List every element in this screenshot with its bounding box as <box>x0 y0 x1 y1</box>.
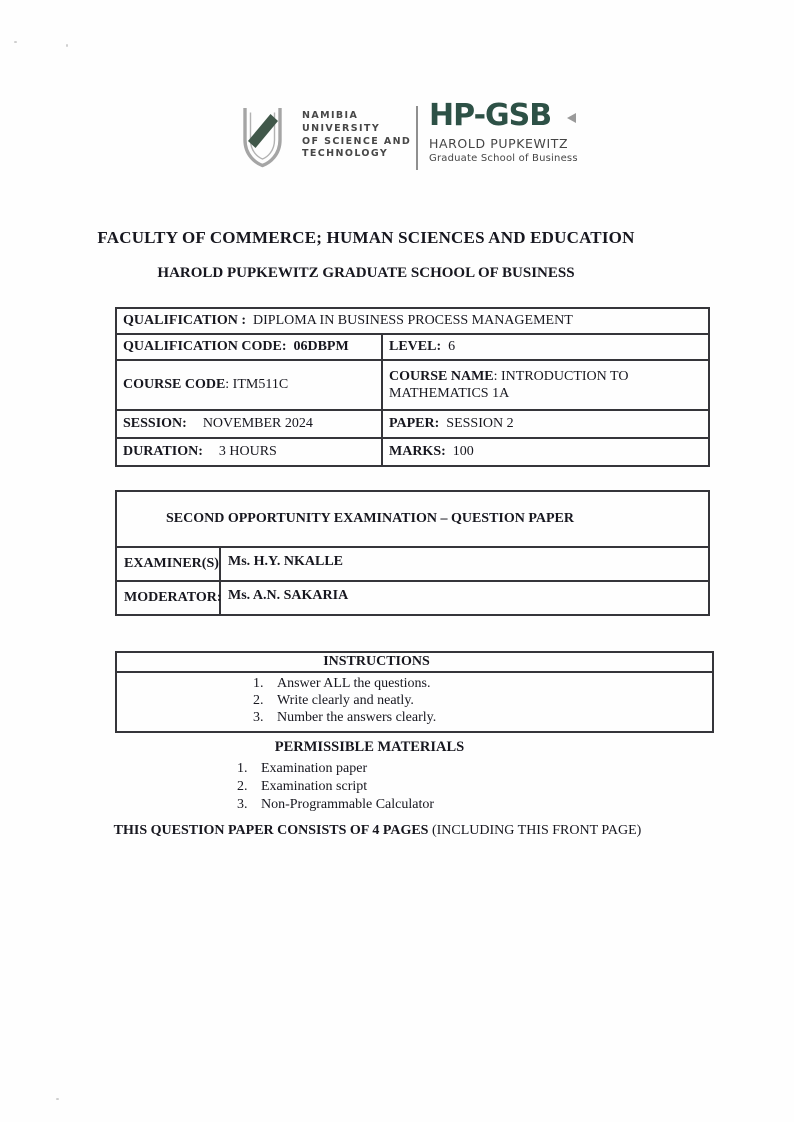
paper-label: PAPER: <box>389 416 440 431</box>
instructions-title: INSTRUCTIONS <box>117 653 712 673</box>
materials-list <box>115 760 710 814</box>
instruction-item <box>253 709 712 726</box>
marks-label: MARKS: <box>389 444 446 459</box>
page-count-note <box>105 821 650 841</box>
nust-line: TECHNOLOGY <box>302 148 389 160</box>
hpgsb-wordmark <box>429 100 578 165</box>
arrow-left-icon <box>567 113 576 123</box>
qualification-value: DIPLOMA IN BUSINESS PROCESS MANAGEMENT <box>253 313 573 328</box>
material-item <box>237 796 710 814</box>
exam-title-table <box>115 490 710 616</box>
materials-section <box>115 739 710 814</box>
shield-band <box>248 114 278 148</box>
instruction-item <box>253 675 712 692</box>
page-count-bold: THIS QUESTION PAPER CONSISTS OF 4 PAGES <box>113 823 429 838</box>
item-text: Examination script <box>261 779 368 794</box>
marks-value: 100 <box>452 444 474 459</box>
instructions-list <box>117 673 712 731</box>
session-label: SESSION: <box>123 416 187 431</box>
course-code-row <box>116 360 709 410</box>
course-code-value: : ITM511C <box>225 377 289 392</box>
course-name-value: : INTRODUCTION TO MATHEMATICS 1A <box>389 368 629 401</box>
item-text: Examination paper <box>261 761 368 776</box>
school-heading: HAROLD PUPKEWITZ GRADUATE SCHOOL OF BUSINESS <box>157 265 575 281</box>
qualification-row <box>116 308 709 334</box>
course-name-label: COURSE NAME <box>389 368 494 384</box>
examiner-label: EXAMINER(S) <box>116 547 220 581</box>
scan-speck <box>66 44 68 47</box>
instruction-item <box>253 692 712 709</box>
item-text: Write clearly and neatly. <box>277 693 414 708</box>
hpgsb-title: HP-GSB <box>429 98 552 133</box>
page-count-regular: (INCLUDING THIS FRONT PAGE) <box>428 823 642 838</box>
nust-wordmark <box>302 110 411 161</box>
logo-divider <box>416 106 418 170</box>
qualification-label: QUALIFICATION : <box>123 313 247 328</box>
item-text: Answer ALL the questions. <box>277 676 431 691</box>
qualification-code-value: 06DBPM <box>293 339 349 354</box>
moderator-name: Ms. A.N. SAKARIA <box>220 581 709 615</box>
scan-speck <box>14 41 17 43</box>
moderator-label: MODERATOR: <box>116 581 220 615</box>
university-logo <box>240 100 580 182</box>
nust-shield-icon <box>240 105 285 169</box>
qualification-code-label: QUALIFICATION CODE: <box>123 339 287 354</box>
item-number: 3. <box>237 797 248 812</box>
scan-speck <box>56 1098 59 1100</box>
level-value: 6 <box>448 339 456 354</box>
qualification-code-row <box>116 334 709 360</box>
item-number: 2. <box>237 779 248 794</box>
duration-value: 3 HOURS <box>218 444 277 459</box>
nust-line: OF SCIENCE AND <box>302 135 412 147</box>
duration-label: DURATION: <box>123 444 203 459</box>
nust-line: NAMIBIA <box>302 110 359 121</box>
level-label: LEVEL: <box>389 339 442 354</box>
faculty-heading: FACULTY OF COMMERCE; HUMAN SCIENCES AND EDUCATION <box>97 228 635 247</box>
item-number: 1. <box>253 676 264 691</box>
item-text: Non-Programmable Calculator <box>261 797 435 812</box>
course-info-table <box>115 307 710 467</box>
examiner-row <box>116 547 709 581</box>
moderator-row <box>116 581 709 615</box>
hpgsb-subtitle: HAROLD PUPKEWITZ <box>429 136 569 151</box>
session-row <box>116 410 709 438</box>
item-text: Number the answers clearly. <box>277 710 437 725</box>
paper-value: SESSION 2 <box>446 416 514 431</box>
item-number: 2. <box>253 693 264 708</box>
hpgsb-tagline: Graduate School of Business <box>429 153 578 164</box>
nust-line: UNIVERSITY <box>302 122 381 134</box>
materials-title: PERMISSIBLE MATERIALS <box>274 739 465 755</box>
instructions-box <box>115 651 714 733</box>
material-item <box>237 760 710 778</box>
exam-paper-title: SECOND OPPORTUNITY EXAMINATION – QUESTION PAPER <box>116 491 709 547</box>
duration-row <box>116 438 709 466</box>
course-code-label: COURSE CODE <box>123 377 226 392</box>
material-item <box>237 778 710 796</box>
item-number: 3. <box>253 710 264 725</box>
examiner-name: Ms. H.Y. NKALLE <box>220 547 709 581</box>
session-value: NOVEMBER 2024 <box>202 416 313 431</box>
item-number: 1. <box>237 761 248 776</box>
